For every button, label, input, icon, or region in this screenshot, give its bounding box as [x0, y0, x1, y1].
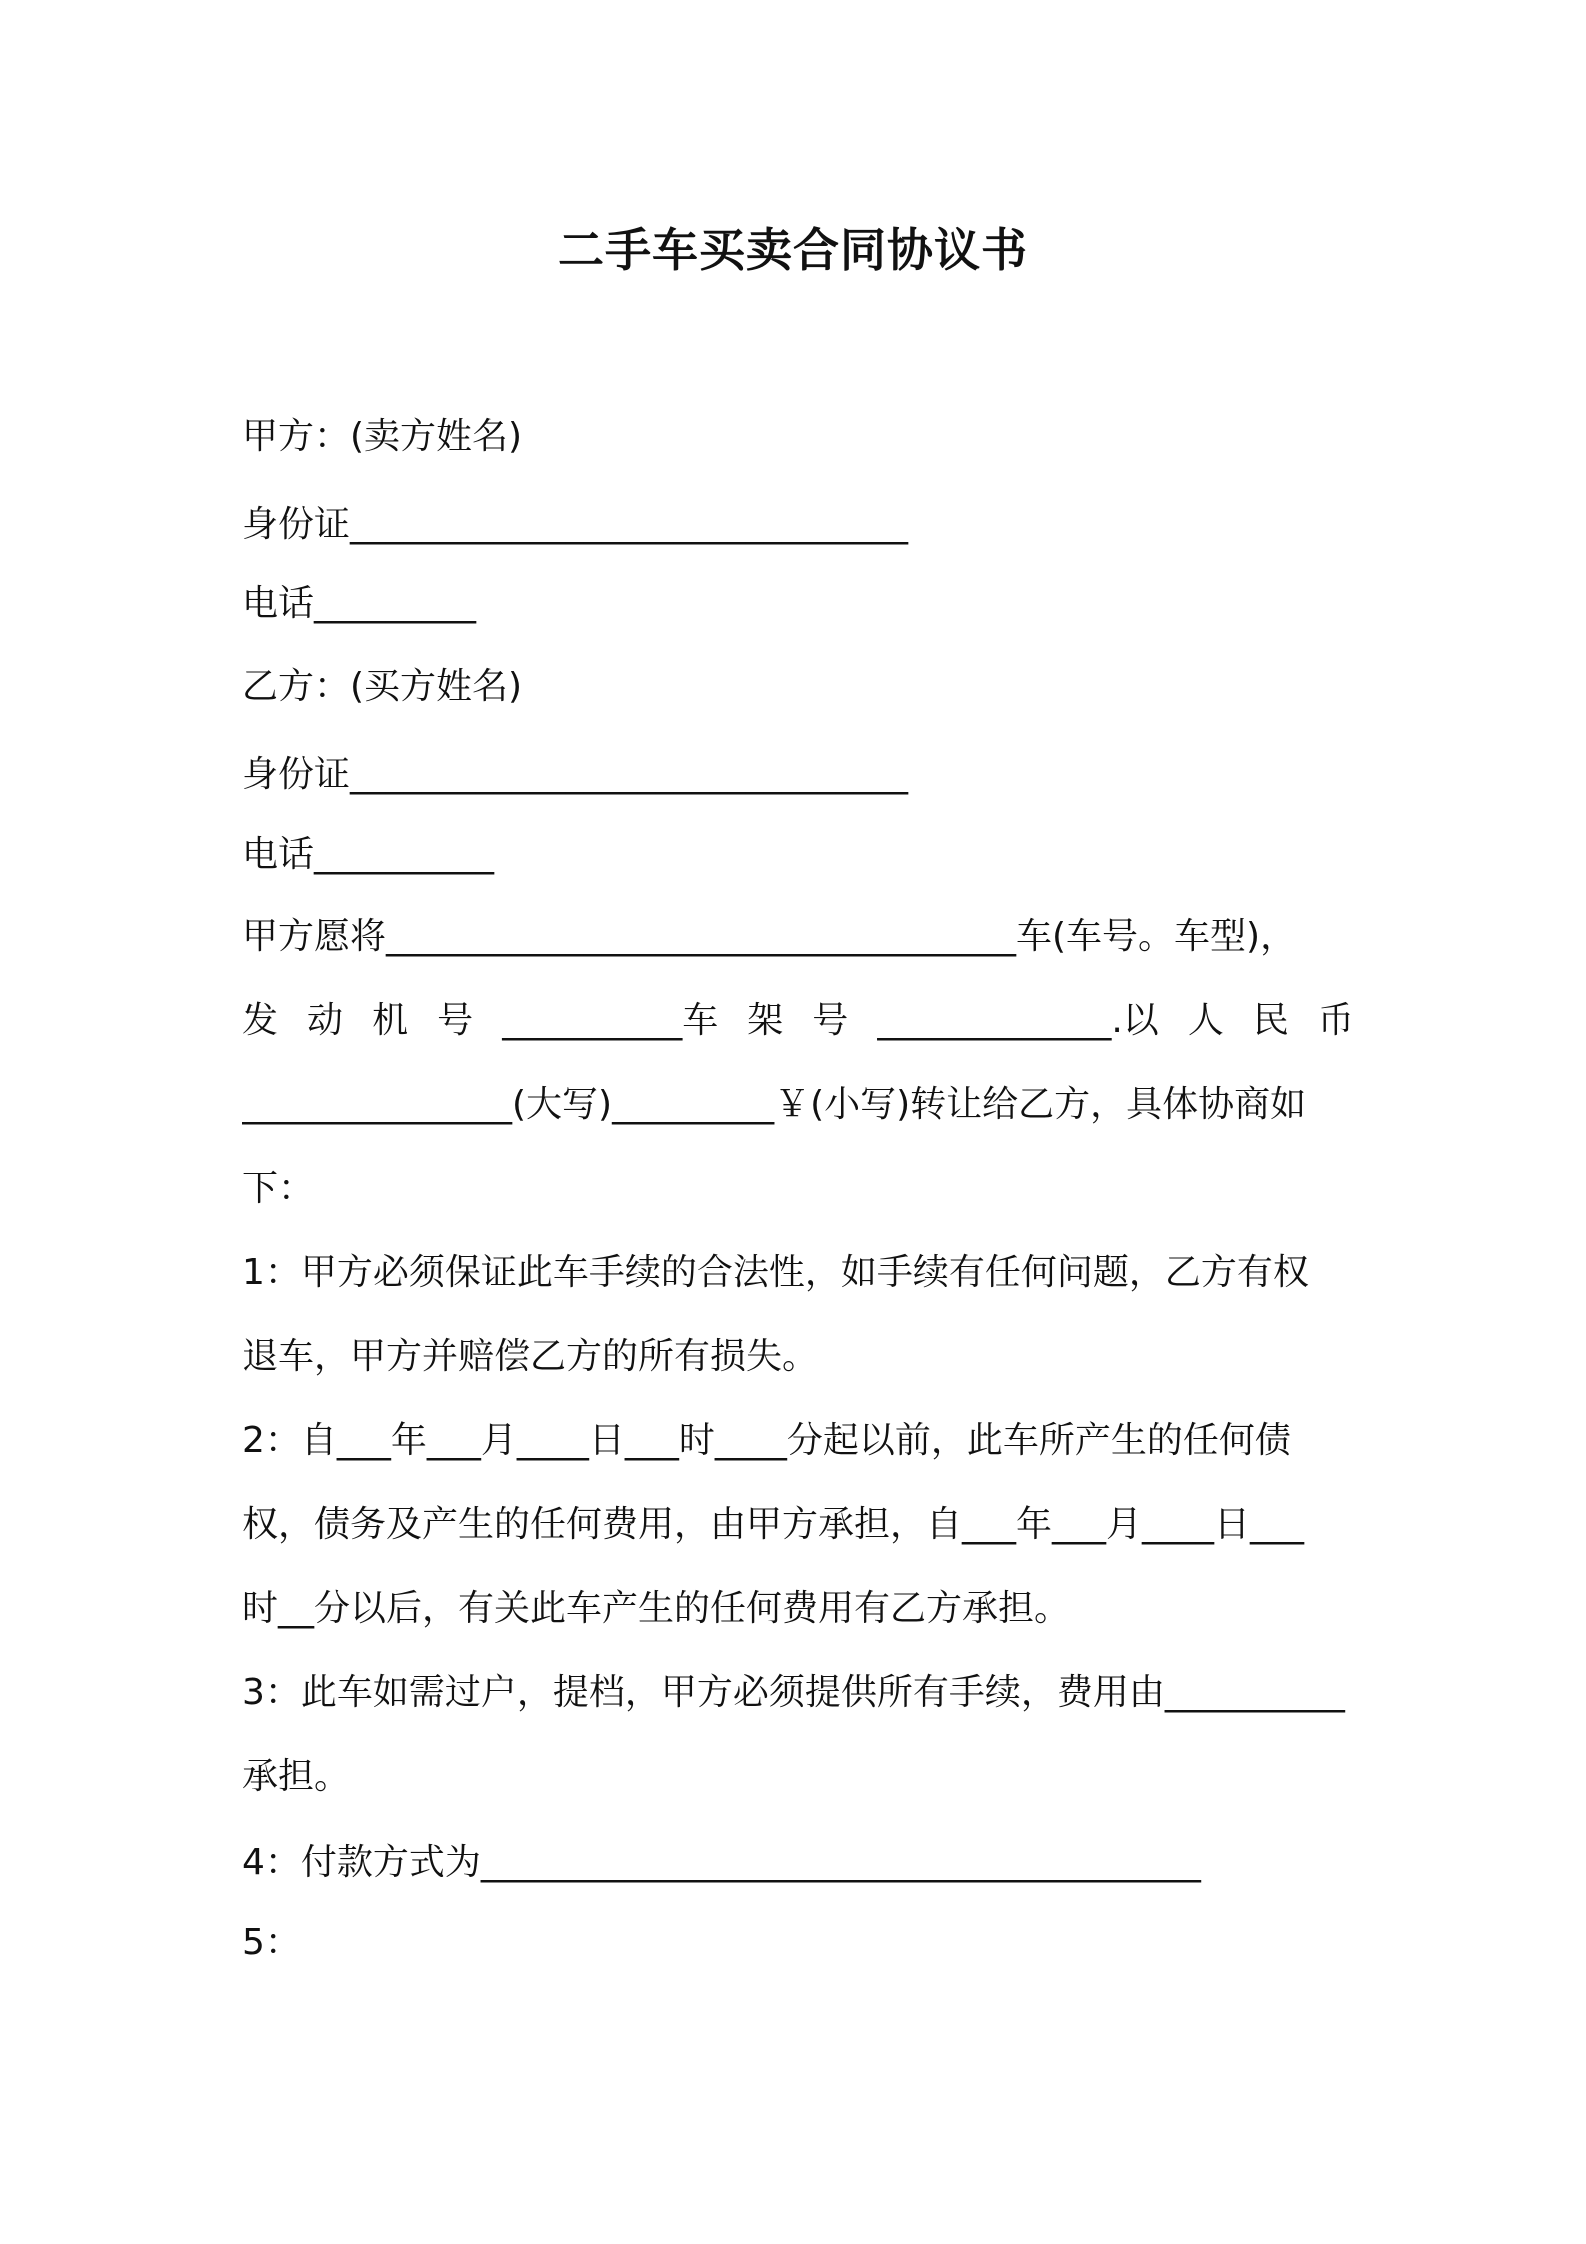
intro-line-1: 甲方愿将___________________________________车(车号。车型)，	[242, 916, 1297, 957]
clause-3-line-1: 3：此车如需过户，提档，甲方必须提供所有手续，费用由__________	[242, 1672, 1345, 1713]
intro-line-2-part: __________车	[502, 1000, 719, 1041]
clause-2-line-2: 权，债务及产生的任何费用，由甲方承担，自___年___月____日___	[242, 1504, 1305, 1545]
clause-3-line-2: 承担。	[242, 1756, 351, 1797]
clause-5: 5：	[242, 1922, 301, 1963]
intro-line-2	[242, 998, 1354, 1044]
party-a-name: 甲方：(卖方姓名)	[242, 416, 523, 457]
intro-line-2-part: 人	[1187, 1000, 1224, 1041]
intro-line-2-part: 架	[747, 1000, 784, 1041]
party-b-id-field: 身份证_______________________________	[242, 754, 909, 795]
intro-line-2-part: 发	[242, 1000, 279, 1041]
intro-line-2-part: 号	[437, 1000, 474, 1041]
intro-line-2-part: 币	[1317, 1000, 1354, 1041]
intro-line-2-part: 号	[812, 1000, 849, 1041]
intro-line-2-part: 民	[1252, 1000, 1289, 1041]
clause-1-line-1: 1：甲方必须保证此车手续的合法性，如手续有任何问题，乙方有权	[242, 1252, 1309, 1293]
party-a-id-field: 身份证_______________________________	[242, 504, 909, 545]
clause-4-payment-method: 4：付款方式为________________________________________	[242, 1842, 1201, 1883]
intro-line-2-part: _____________.以	[877, 1000, 1159, 1041]
intro-line-4: 下：	[242, 1168, 315, 1209]
intro-line-2-part: 机	[372, 1000, 409, 1041]
party-b-name: 乙方：(买方姓名)	[242, 666, 523, 707]
party-b-phone-field: 电话__________	[242, 834, 495, 875]
party-a-phone-field: 电话_________	[242, 583, 477, 624]
intro-line-3: _______________(大写)_________￥(小写)转让给乙方，具体协商如	[242, 1084, 1307, 1125]
clause-2-line-1: 2：自___年___月____日___时____分起以前，此车所产生的任何债	[242, 1420, 1291, 1461]
clause-2-line-3: 时__分以后，有关此车产生的任何费用有乙方承担。	[242, 1588, 1071, 1629]
clause-1-line-2: 退车，甲方并赔偿乙方的所有损失。	[242, 1336, 819, 1377]
intro-line-2-part: 动	[307, 1000, 344, 1041]
page-title: 二手车买卖合同协议书	[558, 223, 1028, 277]
